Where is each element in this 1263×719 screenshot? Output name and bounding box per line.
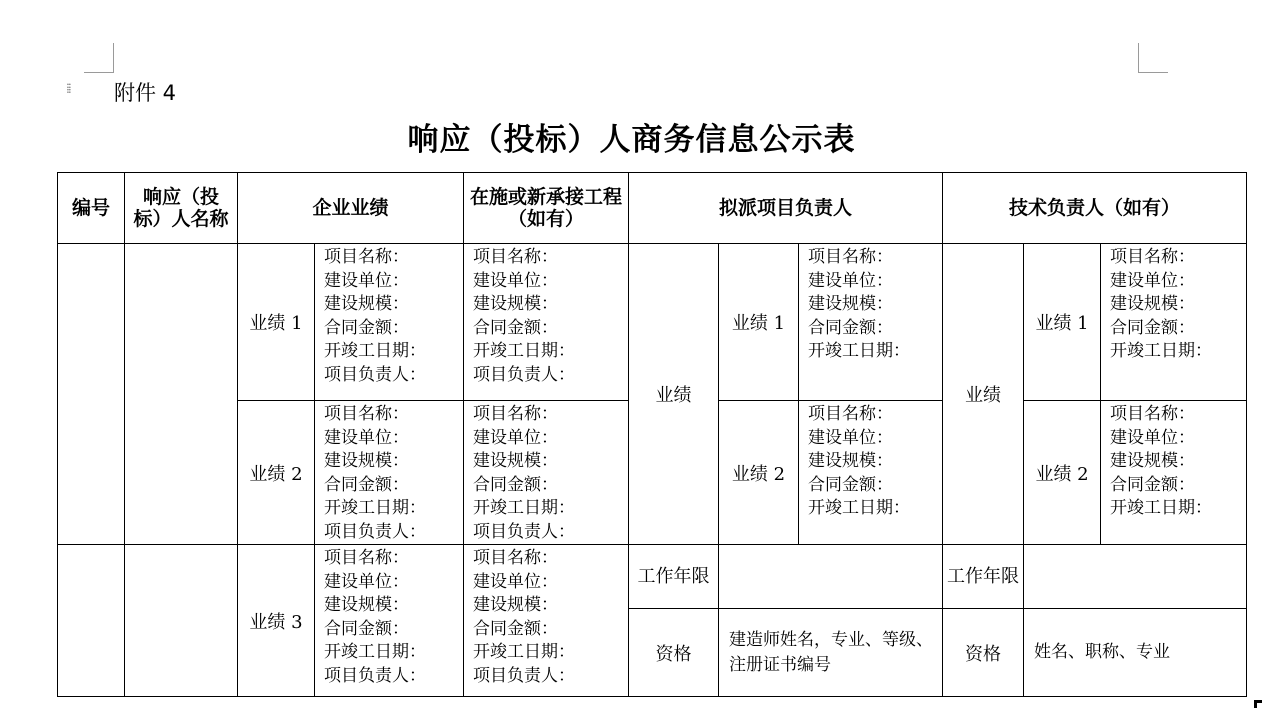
page-corner-mark-top-left <box>84 43 114 73</box>
enterprise-perf1-fields[interactable]: 项目名称： 建设单位： 建设规模： 合同金额： 开竣工日期： 项目负责人： <box>315 244 464 401</box>
pm-qualification-note[interactable]: 建造师姓名，专业、等级、注册证书编号 <box>719 609 943 697</box>
page-corner-mark-top-right <box>1138 43 1168 73</box>
tech-work-years-label: 工作年限 <box>943 545 1024 609</box>
tech-perf1-label: 业绩 1 <box>1024 244 1101 401</box>
pm-perf1-label: 业绩 1 <box>719 244 799 401</box>
ongoing-project2-fields[interactable]: 项目名称： 建设单位： 建设规模： 合同金额： 开竣工日期： 项目负责人： <box>464 401 629 545</box>
tech-perf2-label: 业绩 2 <box>1024 401 1101 545</box>
business-info-table <box>57 172 1247 697</box>
bidder-name-cell[interactable] <box>125 545 238 697</box>
table-row <box>58 545 1247 609</box>
table-row <box>58 244 1247 401</box>
tech-perf-label: 业绩 <box>943 244 1024 545</box>
enterprise-perf3-fields[interactable]: 项目名称： 建设单位： 建设规模： 合同金额： 开竣工日期： 项目负责人： <box>315 545 464 697</box>
header-row <box>58 173 1247 244</box>
bidder-name-cell[interactable] <box>125 244 238 545</box>
header-technical-lead: 技术负责人（如有） <box>943 173 1247 244</box>
ongoing-project3-fields[interactable]: 项目名称： 建设单位： 建设规模： 合同金额： 开竣工日期： 项目负责人： <box>464 545 629 697</box>
header-enterprise-performance: 企业业绩 <box>238 173 464 244</box>
pm-perf2-fields[interactable]: 项目名称： 建设单位： 建设规模： 合同金额： 开竣工日期： <box>799 401 943 545</box>
attachment-label: 附件 4 <box>114 81 177 105</box>
pm-work-years-label: 工作年限 <box>629 545 719 609</box>
pm-perf1-fields[interactable]: 项目名称： 建设单位： 建设规模： 合同金额： 开竣工日期： <box>799 244 943 401</box>
page-end-mark-icon <box>1254 700 1262 708</box>
perf3-label: 业绩 3 <box>238 545 315 697</box>
enterprise-perf2-fields[interactable]: 项目名称： 建设单位： 建设规模： 合同金额： 开竣工日期： 项目负责人： <box>315 401 464 545</box>
tech-perf1-fields[interactable]: 项目名称： 建设单位： 建设规模： 合同金额： 开竣工日期： <box>1101 244 1247 401</box>
header-project-manager: 拟派项目负责人 <box>629 173 943 244</box>
header-bidder-name: 响应（投标）人名称 <box>125 173 238 244</box>
header-number: 编号 <box>58 173 125 244</box>
pm-perf2-label: 业绩 2 <box>719 401 799 545</box>
pm-work-years-value[interactable] <box>719 545 943 609</box>
document-title: 响应（投标）人商务信息公示表 <box>407 122 856 158</box>
tech-qualification-note[interactable]: 姓名、职称、专业 <box>1024 609 1247 697</box>
drag-handle-icon[interactable]: ⁞⁞ <box>66 81 70 97</box>
number-cell[interactable] <box>58 244 125 545</box>
header-ongoing-projects: 在施或新承接工程（如有） <box>464 173 629 244</box>
tech-work-years-value[interactable] <box>1024 545 1247 609</box>
perf2-label: 业绩 2 <box>238 401 315 545</box>
pm-qualification-label: 资格 <box>629 609 719 697</box>
ongoing-project1-fields[interactable]: 项目名称： 建设单位： 建设规模： 合同金额： 开竣工日期： 项目负责人： <box>464 244 629 401</box>
number-cell[interactable] <box>58 545 125 697</box>
pm-perf-label: 业绩 <box>629 244 719 545</box>
tech-qualification-label: 资格 <box>943 609 1024 697</box>
tech-perf2-fields[interactable]: 项目名称： 建设单位： 建设规模： 合同金额： 开竣工日期： <box>1101 401 1247 545</box>
perf1-label: 业绩 1 <box>238 244 315 401</box>
